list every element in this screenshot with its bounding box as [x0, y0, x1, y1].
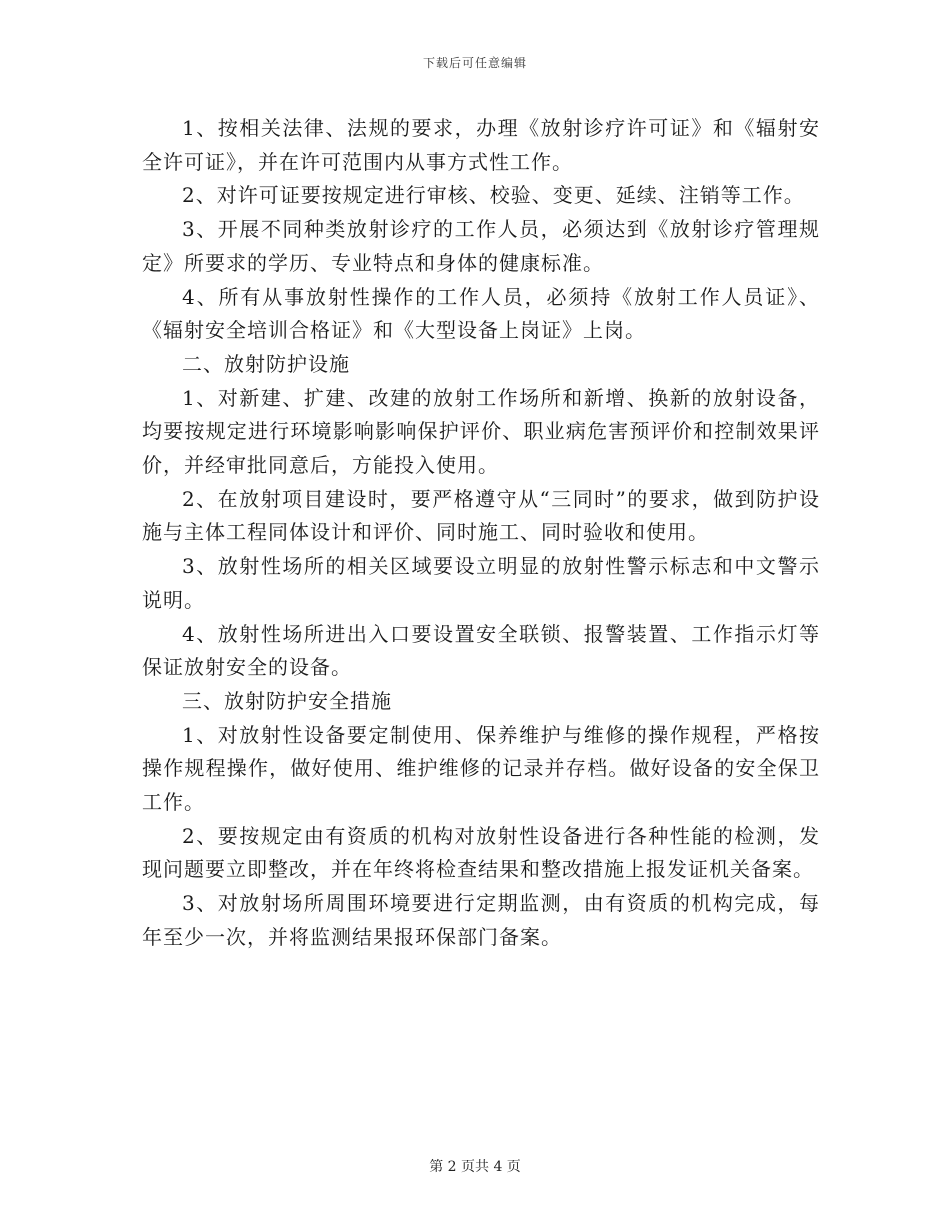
paragraph-facilities-4: 4、放射性场所进出入口要设置安全联锁、报警装置、工作指示灯等保证放射安全的设备。	[142, 621, 820, 680]
paragraph-license-2: 2、对许可证要按规定进行审核、校验、变更、延续、注销等工作。	[182, 183, 805, 208]
paragraph-license-4: 4、所有从事放射性操作的工作人员，必须持《放射工作人员证》、《辐射安全培训合格证》和《大型设备上岗证》上岗。	[142, 284, 820, 343]
page-header: 下载后可任意编辑	[422, 56, 527, 70]
document-body	[142, 112, 820, 955]
paragraph-measures-2: 2、要按规定由有资质的机构对放射性设备进行各种性能的检测，发现问题要立即整改，并在年终将检查结果和整改措施上报发证机关备案。	[142, 823, 820, 882]
paragraph-facilities-2: 2、在放射项目建设时，要严格遵守从“三同时”的要求，做到防护设施与主体工程同体设计和评价、同时施工、同时验收和使用。	[142, 486, 820, 545]
paragraph-license-1: 1、按相关法律、法规的要求，办理《放射诊疗许可证》和《辐射安全许可证》，并在许可范围内从事方式性工作。	[142, 116, 820, 174]
paragraph-facilities-1: 1、对新建、扩建、改建的放射工作场所和新增、换新的放射设备，均要按规定进行环境影响影响保护评价、职业病危害预评价和控制效果评价，并经审批同意后，方能投入使用。	[142, 385, 820, 478]
paragraph-measures-3: 3、对放射场所周围环境要进行定期监测，由有资质的机构完成，每年至少一次，并将监测结果报环保部门备案。	[142, 891, 820, 949]
paragraph-measures-1: 1、对放射性设备要定制使用、保养维护与维修的操作规程，严格按操作规程操作，做好使用、维护维修的记录并存档。做好设备的安全保卫工作。	[142, 722, 820, 815]
paragraph-license-3: 3、开展不同种类放射诊疗的工作人员，必须达到《放射诊疗管理规定》所要求的学历、专业特点和身体的健康标准。	[142, 217, 820, 275]
paragraph-facilities-3: 3、放射性场所的相关区域要设立明显的放射性警示标志和中文警示说明。	[142, 554, 820, 612]
page-number: 第 2 页共 4 页	[429, 1159, 521, 1175]
section-heading-facilities: 二、放射防护设施	[182, 351, 350, 376]
section-heading-measures: 三、放射防护安全措施	[182, 688, 392, 713]
